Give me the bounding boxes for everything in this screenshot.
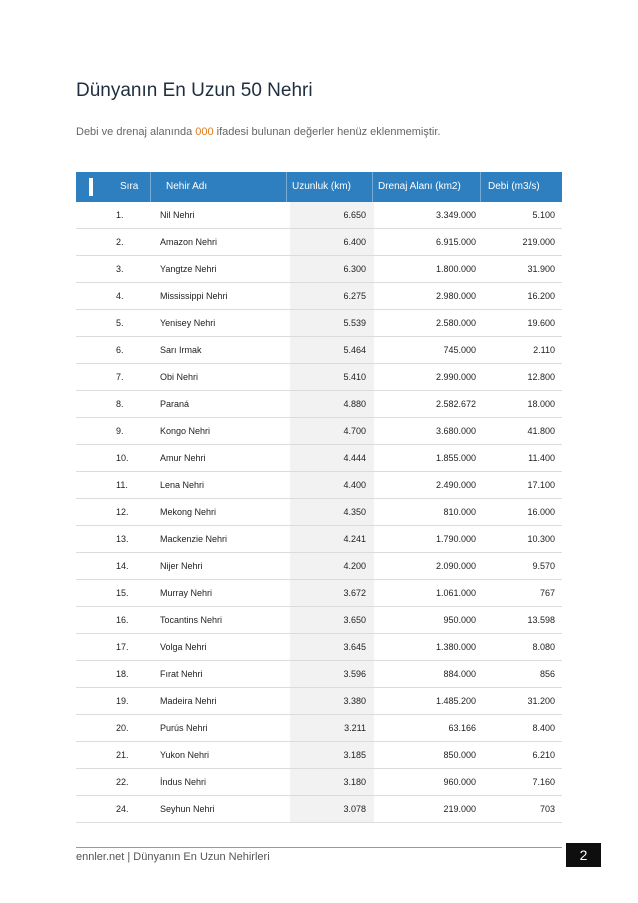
cell-drainage: 850.000 — [443, 750, 476, 760]
page-number: 2 — [566, 843, 601, 867]
cell-discharge: 703 — [539, 804, 555, 814]
cell-discharge: 8.400 — [532, 723, 555, 733]
cell-name: Tocantins Nehri — [160, 615, 223, 625]
subtitle-before: Debi ve drenaj alanında — [76, 126, 196, 138]
cell-drainage: 960.000 — [443, 777, 476, 787]
cell-length: 6.300 — [343, 264, 366, 274]
cell-length: 3.672 — [343, 588, 366, 598]
cell-name: Seyhun Nehri — [160, 804, 215, 814]
table-row — [76, 769, 562, 796]
cell-discharge: 9.570 — [532, 561, 555, 571]
table-row — [76, 688, 562, 715]
cell-rank: 12. — [116, 507, 129, 517]
cell-drainage: 1.855.000 — [435, 453, 476, 463]
cell-drainage: 1.485.200 — [435, 696, 476, 706]
cell-length: 6.400 — [343, 237, 366, 247]
footer-divider — [76, 847, 562, 848]
cell-length: 3.380 — [343, 696, 366, 706]
table-row — [76, 661, 562, 688]
header-divider — [150, 172, 151, 202]
rivers-table — [76, 172, 562, 823]
cell-rank: 8. — [116, 399, 124, 409]
cell-discharge: 16.200 — [527, 291, 555, 301]
table-row — [76, 715, 562, 742]
cell-rank: 18. — [116, 669, 129, 679]
table-row — [76, 796, 562, 823]
cell-length: 4.400 — [343, 480, 366, 490]
table-row — [76, 418, 562, 445]
cell-name: Amazon Nehri — [160, 237, 218, 247]
cell-discharge: 13.598 — [527, 615, 555, 625]
cell-discharge: 10.300 — [527, 534, 555, 544]
cell-discharge: 31.200 — [527, 696, 555, 706]
header-divider — [480, 172, 481, 202]
footer-text: ennler.net | Dünyanın En Uzun Nehirleri — [76, 851, 270, 863]
subtitle-note — [76, 126, 440, 138]
header-discharge: Debi (m3/s) — [488, 181, 540, 192]
cell-rank: 7. — [116, 372, 124, 382]
cell-length: 3.650 — [343, 615, 366, 625]
cell-discharge: 11.400 — [528, 453, 555, 463]
cell-rank: 21. — [116, 750, 129, 760]
table-row — [76, 553, 562, 580]
cell-discharge: 6.210 — [532, 750, 555, 760]
cell-drainage: 1.380.000 — [435, 642, 476, 652]
cell-drainage: 745.000 — [443, 345, 476, 355]
cell-name: Lena Nehri — [160, 480, 205, 490]
table-row — [76, 337, 562, 364]
table-row — [76, 607, 562, 634]
cell-drainage: 3.349.000 — [435, 210, 476, 220]
header-rank: Sıra — [120, 181, 139, 192]
table-body — [76, 202, 562, 823]
cell-drainage: 2.990.000 — [435, 372, 476, 382]
cell-discharge: 18.000 — [527, 399, 555, 409]
cell-name: Fırat Nehri — [160, 669, 203, 679]
cell-rank: 11. — [116, 480, 128, 490]
cell-rank: 3. — [116, 264, 124, 274]
cell-rank: 1. — [116, 210, 124, 220]
cell-length: 3.211 — [344, 723, 366, 733]
cell-rank: 2. — [116, 237, 124, 247]
cell-name: Mackenzie Nehri — [160, 534, 228, 544]
table-row — [76, 634, 562, 661]
cell-rank: 14. — [116, 561, 129, 571]
cell-length: 3.180 — [343, 777, 366, 787]
cell-discharge: 219.000 — [522, 237, 555, 247]
cell-drainage: 2.490.000 — [435, 480, 476, 490]
cell-name: Amur Nehri — [160, 453, 206, 463]
table-row — [76, 202, 562, 229]
cell-name: Yukon Nehri — [160, 750, 210, 760]
cell-length: 3.185 — [343, 750, 366, 760]
cell-drainage: 1.790.000 — [435, 534, 476, 544]
cell-length: 5.410 — [343, 372, 366, 382]
table-row — [76, 283, 562, 310]
subtitle-highlight: 000 — [195, 126, 214, 138]
header-divider — [286, 172, 287, 202]
cell-rank: 19. — [116, 696, 129, 706]
table-row — [76, 310, 562, 337]
cell-drainage: 2.580.000 — [435, 318, 476, 328]
cell-discharge: 7.160 — [532, 777, 555, 787]
cell-drainage: 2.980.000 — [435, 291, 476, 301]
table-row — [76, 472, 562, 499]
header-length: Uzunluk (km) — [292, 181, 351, 192]
table-row — [76, 445, 562, 472]
header-name: Nehir Adı — [166, 181, 208, 192]
cell-drainage: 884.000 — [443, 669, 476, 679]
cell-name: Sarı Irmak — [160, 345, 202, 355]
cell-drainage: 950.000 — [443, 615, 476, 625]
table-row — [76, 256, 562, 283]
cell-rank: 10. — [116, 453, 129, 463]
cell-rank: 17. — [116, 642, 129, 652]
cell-length: 4.444 — [343, 453, 366, 463]
subtitle-after: ifadesi bulunan değerler henüz eklenmemiştir. — [213, 126, 441, 138]
cell-drainage: 810.000 — [443, 507, 476, 517]
cell-length: 3.645 — [343, 642, 366, 652]
cell-length: 4.700 — [343, 426, 366, 436]
cell-discharge: 17.100 — [527, 480, 555, 490]
cell-discharge: 19.600 — [527, 318, 555, 328]
cell-drainage: 2.090.000 — [435, 561, 476, 571]
cell-discharge: 856 — [539, 669, 555, 679]
cell-rank: 13. — [116, 534, 129, 544]
cell-name: Madeira Nehri — [160, 696, 217, 706]
cell-rank: 6. — [116, 345, 124, 355]
page-title: Dünyanın En Uzun 50 Nehri — [76, 80, 313, 101]
cell-discharge: 12.800 — [527, 372, 555, 382]
cell-name: Nil Nehri — [160, 210, 195, 220]
cell-rank: 24. — [116, 804, 129, 814]
cell-drainage: 1.800.000 — [435, 264, 476, 274]
cell-length: 4.241 — [343, 534, 366, 544]
cell-name: Paraná — [160, 399, 190, 409]
cell-length: 6.650 — [343, 210, 366, 220]
header-accent-bar — [89, 178, 93, 196]
cell-rank: 9. — [116, 426, 124, 436]
cell-rank: 16. — [116, 615, 129, 625]
table-row — [76, 526, 562, 553]
cell-discharge: 2.110 — [533, 345, 555, 355]
cell-length: 3.596 — [343, 669, 366, 679]
table-row — [76, 580, 562, 607]
table-row — [76, 391, 562, 418]
cell-name: Murray Nehri — [160, 588, 213, 598]
cell-discharge: 41.800 — [527, 426, 555, 436]
cell-drainage: 63.166 — [448, 723, 476, 733]
cell-name: Obi Nehri — [160, 372, 199, 382]
cell-rank: 20. — [116, 723, 129, 733]
table-row — [76, 499, 562, 526]
cell-length: 5.464 — [343, 345, 366, 355]
cell-drainage: 6.915.000 — [435, 237, 476, 247]
cell-rank: 5. — [116, 318, 124, 328]
cell-name: Purús Nehri — [160, 723, 208, 733]
header-divider — [372, 172, 373, 202]
cell-drainage: 1.061.000 — [435, 588, 476, 598]
table-row — [76, 364, 562, 391]
cell-discharge: 16.000 — [527, 507, 555, 517]
cell-name: Volga Nehri — [160, 642, 207, 652]
cell-discharge: 8.080 — [532, 642, 555, 652]
cell-length: 5.539 — [343, 318, 366, 328]
cell-rank: 4. — [116, 291, 124, 301]
table-row — [76, 742, 562, 769]
cell-rank: 22. — [116, 777, 129, 787]
cell-name: Yenisey Nehri — [160, 318, 216, 328]
cell-rank: 15. — [116, 588, 129, 598]
cell-discharge: 767 — [539, 588, 555, 598]
header-drainage: Drenaj Alanı (km2) — [378, 181, 461, 192]
cell-length: 4.200 — [343, 561, 366, 571]
cell-name: Yangtze Nehri — [160, 264, 217, 274]
cell-drainage: 2.582.672 — [435, 399, 476, 409]
cell-drainage: 3.680.000 — [435, 426, 476, 436]
cell-length: 4.880 — [343, 399, 366, 409]
cell-length: 3.078 — [343, 804, 366, 814]
table-row — [76, 229, 562, 256]
cell-length: 4.350 — [343, 507, 366, 517]
cell-length: 6.275 — [343, 291, 366, 301]
cell-name: Kongo Nehri — [160, 426, 211, 436]
cell-drainage: 219.000 — [443, 804, 476, 814]
cell-name: Mekong Nehri — [160, 507, 217, 517]
cell-name: Mississippi Nehri — [160, 291, 228, 301]
cell-name: Nijer Nehri — [160, 561, 203, 571]
cell-discharge: 31.900 — [527, 264, 555, 274]
cell-discharge: 5.100 — [532, 210, 555, 220]
table-header — [76, 172, 562, 202]
cell-name: İndus Nehri — [160, 777, 207, 787]
